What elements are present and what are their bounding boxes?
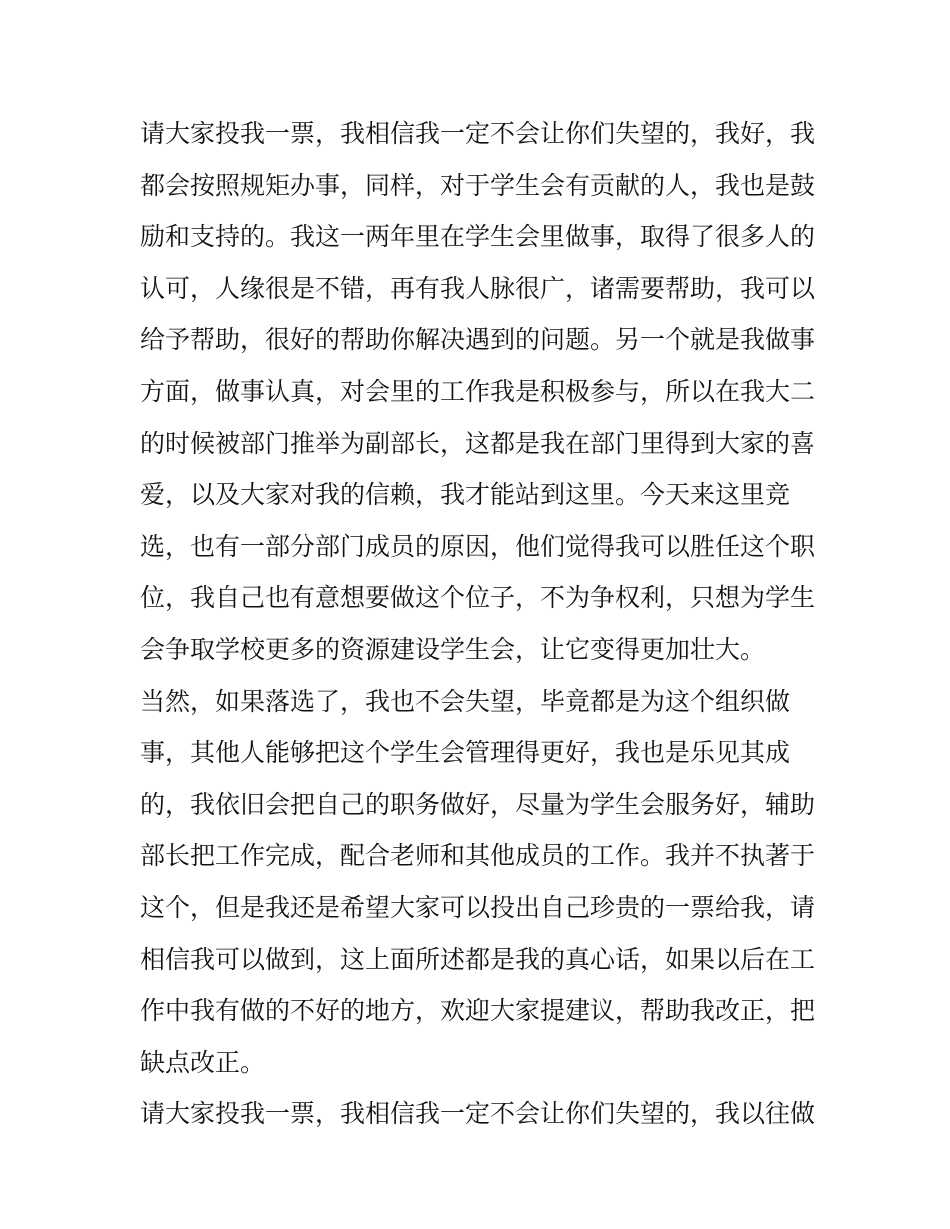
text-line: 认可，人缘很是不错，再有我人脉很广，诸需要帮助，我可以 [140,273,816,303]
text-line: 部长把工作完成，配合老师和其他成员的工作。我并不执著于 [140,841,816,871]
text-line: 请大家投我一票，我相信我一定不会让你们失望的，我以往做 [140,1099,816,1129]
text-line: 励和支持的。我这一两年里在学生会里做事，取得了很多人的 [140,222,816,252]
document-body [140,108,820,1140]
text-line: 选，也有一部分部门成员的原因，他们觉得我可以胜任这个职 [140,531,816,561]
text-line: 事，其他人能够把这个学生会管理得更好，我也是乐见其成 [140,738,791,768]
text-line: 相信我可以做到，这上面所述都是我的真心话，如果以后在工 [140,944,816,974]
text-line: 的时候被部门推举为副部长，这都是我在部门里得到大家的喜 [140,428,816,458]
text-line: 都会按照规矩办事，同样，对于学生会有贡献的人，我也是鼓 [140,170,816,200]
text-line: 会争取学校更多的资源建设学生会，让它变得更加壮大。 [140,634,766,664]
text-line: 当然，如果落选了，我也不会失望，毕竟都是为这个组织做 [140,686,791,716]
text-line: 爱，以及大家对我的信赖，我才能站到这里。今天来这里竞 [140,480,791,510]
text-line: 给予帮助，很好的帮助你解决遇到的问题。另一个就是我做事 [140,325,816,355]
text-line: 请大家投我一票，我相信我一定不会让你们失望的，我好，我 [140,119,816,148]
text-line: 缺点改正。 [140,1047,266,1077]
text-line: 位，我自己也有意想要做这个位子，不为争权利，只想为学生 [140,583,816,613]
text-line: 作中我有做的不好的地方，欢迎大家提建议，帮助我改正，把 [140,996,816,1026]
text-line: 方面，做事认真，对会里的工作我是积极参与，所以在我大二 [140,376,816,406]
text-line: 的，我依旧会把自己的职务做好，尽量为学生会服务好，辅助 [140,789,816,819]
text-line: 这个，但是我还是希望大家可以投出自己珍贵的一票给我，请 [140,892,816,922]
